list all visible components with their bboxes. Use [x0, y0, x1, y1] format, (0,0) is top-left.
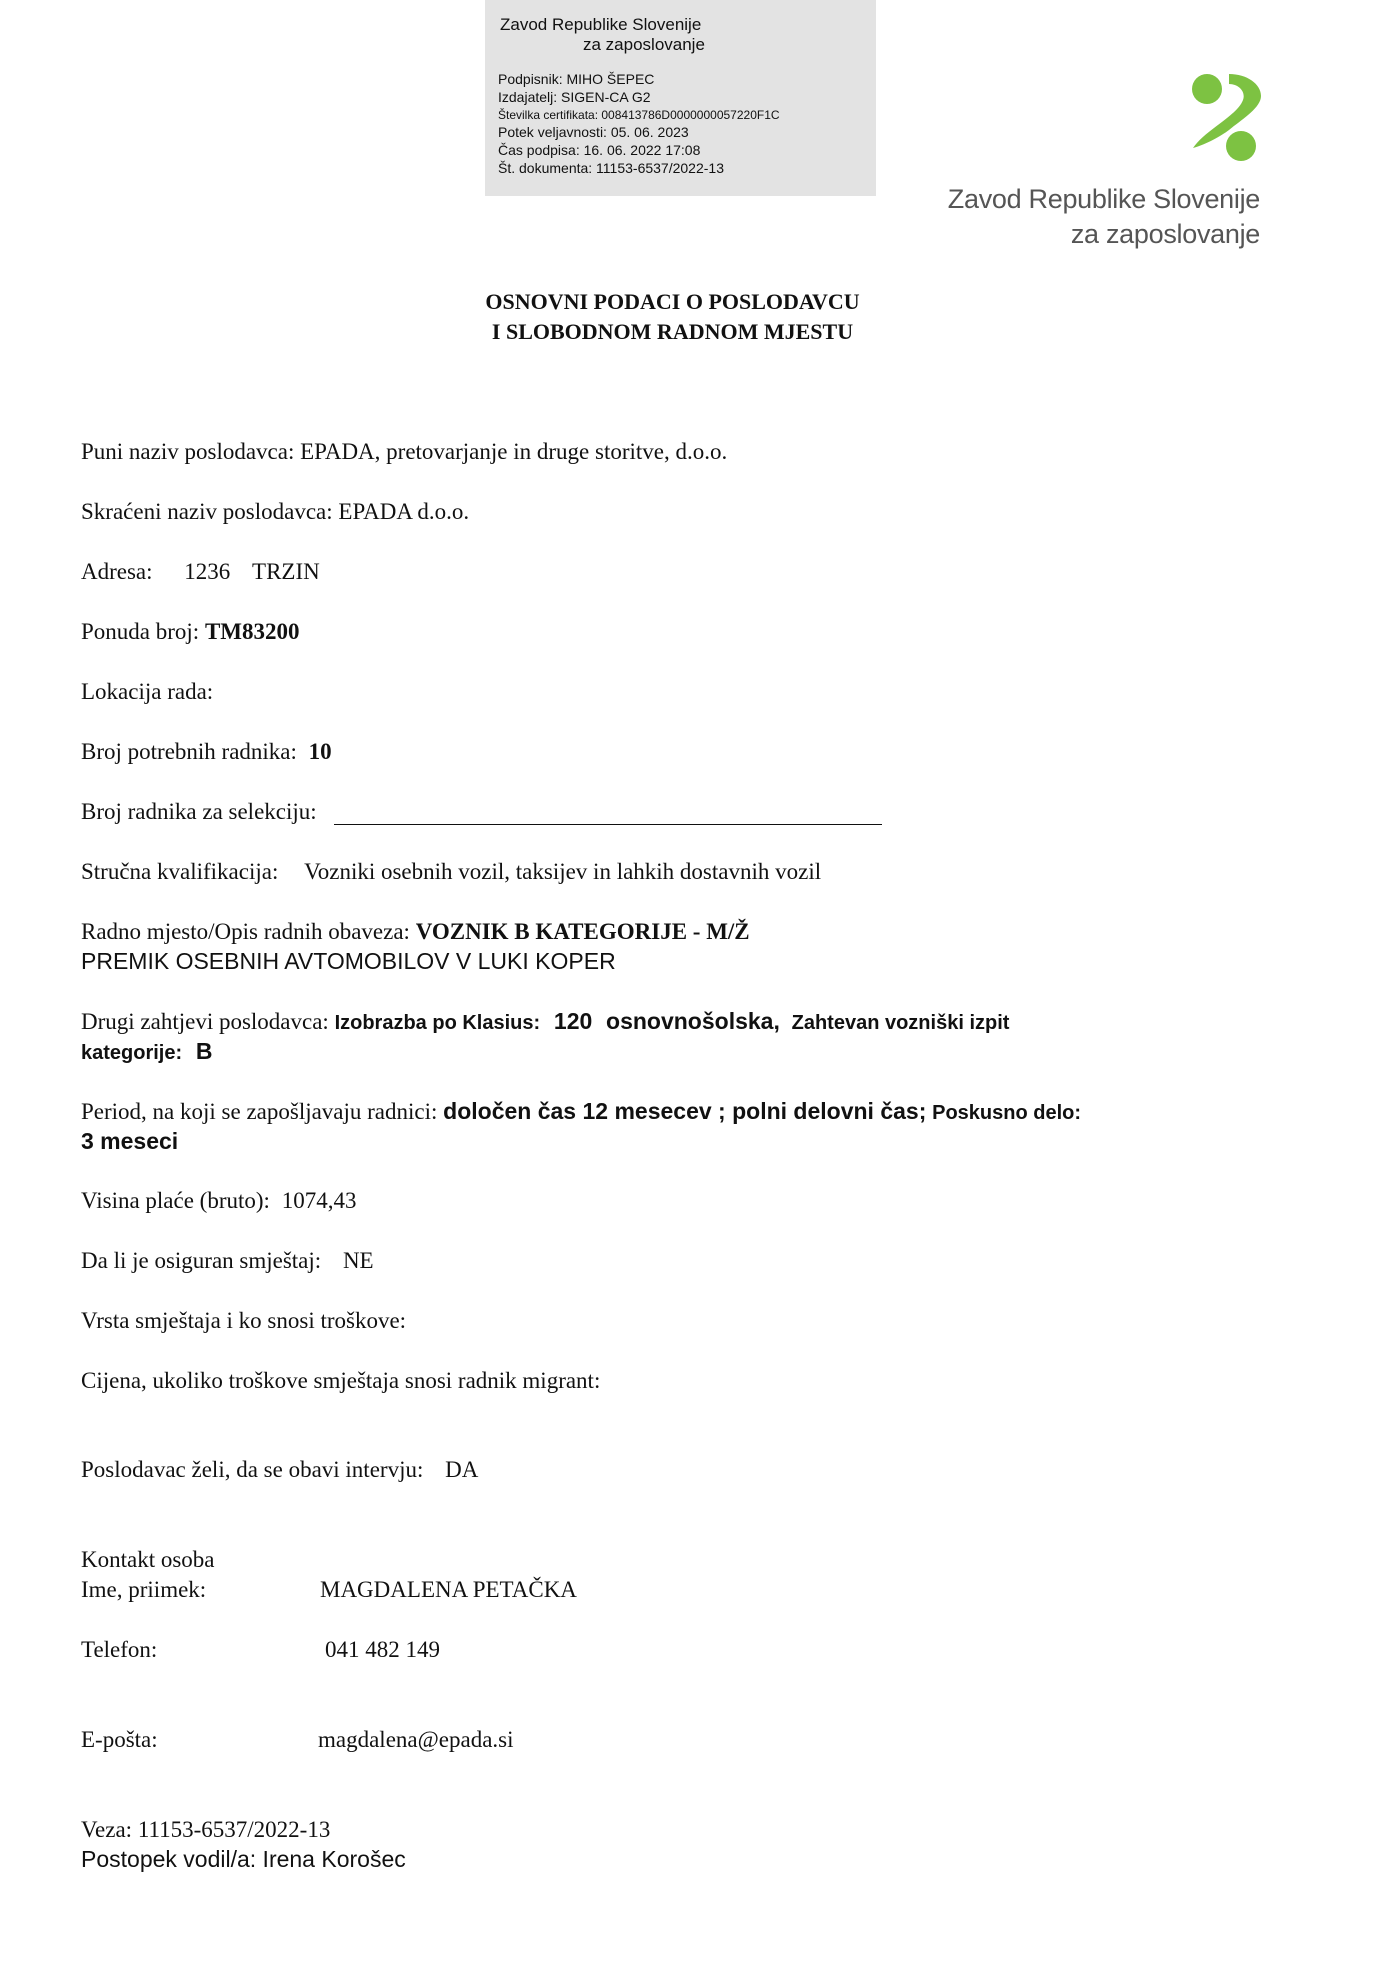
full-name-label: Puni naziv poslodavca:: [81, 439, 295, 464]
workers-selection-blank-line: [334, 800, 882, 825]
row-offer-number: [81, 619, 300, 645]
contact-email-label: E-pošta:: [81, 1727, 158, 1752]
row-housing-type: [81, 1308, 406, 1334]
housing-label: Da li je osiguran smještaj:: [81, 1248, 322, 1273]
row-interview: [81, 1457, 478, 1483]
period-label: Period, na koji se zapošljavaju radnici:: [81, 1099, 438, 1124]
address-label: Adresa:: [81, 559, 153, 584]
row-housing-price: [81, 1368, 600, 1394]
row-housing: [81, 1248, 374, 1274]
contact-phone-value: 041 482 149: [325, 1637, 440, 1662]
signature-valid-until: Potek veljavnosti: 05. 06. 2023: [498, 124, 689, 140]
row-period: [81, 1098, 1081, 1125]
zrss-logo-icon: [1185, 72, 1265, 164]
salary-value: 1074,43: [281, 1188, 357, 1213]
contact-name-value: MAGDALENA PETAČKA: [320, 1577, 577, 1602]
job-description: PREMIK OSEBNIH AVTOMOBILOV V LUKI KOPER: [81, 948, 616, 974]
contact-name-label: Ime, priimek:: [81, 1577, 207, 1602]
period-value: določen čas 12 mesecev ; polni delovni čas;: [443, 1098, 927, 1124]
logo-text-line2: za zaposlovanje: [1070, 219, 1260, 249]
other-req-label: Drugi zahtjevi poslodavca:: [81, 1009, 329, 1034]
short-name-label: Skraćeni naziv poslodavca:: [81, 499, 333, 524]
housing-price-label: Cijena, ukoliko troškove smještaja snosi radnik migrant:: [81, 1368, 601, 1393]
license-label: Zahtevan vozniški izpit: [791, 1012, 1010, 1034]
row-full-name: [81, 439, 727, 465]
edu-label: Izobrazba po Klasius:: [334, 1012, 541, 1034]
signature-signed-at: Čas podpisa: 16. 06. 2022 17:08: [498, 142, 701, 158]
logo-text-line1: Zavod Republike Slovenije: [947, 184, 1260, 214]
row-address: [81, 559, 320, 585]
document-title-line2: I SLOBODNOM RADNOM MJESTU: [491, 319, 854, 344]
qualification-value: Vozniki osebnih vozil, taksijev in lahkih dostavnih vozil: [304, 859, 822, 884]
signature-org-line1: Zavod Republike Slovenije: [500, 15, 702, 34]
edu-code: 120: [553, 1008, 593, 1034]
license-cat-label: kategorije:: [81, 1042, 183, 1064]
signature-cert-number: Številka certifikata: 008413786D0000000057220F1C: [498, 108, 780, 122]
workers-selection-label: Broj radnika za selekciju:: [81, 799, 317, 824]
probation-label: Poskusno delo:: [932, 1102, 1082, 1124]
row-job: [81, 919, 750, 945]
location-label: Lokacija rada:: [81, 679, 214, 704]
signature-org-line2: za zaposlovanje: [583, 35, 705, 54]
row-workers-needed: [81, 739, 332, 765]
housing-type-label: Vrsta smještaja i ko snosi troškove:: [81, 1308, 407, 1333]
interview-value: DA: [445, 1457, 479, 1482]
row-qualification: [81, 859, 821, 885]
edu-value: osnovnošolska,: [606, 1008, 780, 1034]
full-name-value: EPADA, pretovarjanje in druge storitve, d.o.o.: [300, 439, 728, 464]
digital-signature-box: [485, 0, 876, 196]
offer-label: Ponuda broj:: [81, 619, 200, 644]
document-title-line1: OSNOVNI PODACI O POSLODAVCU: [485, 289, 860, 314]
row-short-name: [81, 499, 469, 525]
short-name-value: EPADA d.o.o.: [338, 499, 470, 524]
workers-needed-label: Broj potrebnih radnika:: [81, 739, 297, 764]
address-city: TRZIN: [252, 559, 320, 584]
salary-label: Visina plaće (bruto):: [81, 1188, 270, 1213]
row-workers-selection: [81, 799, 882, 825]
interview-label: Poslodavac želi, da se obavi intervju:: [81, 1457, 424, 1482]
job-value: VOZNIK B KATEGORIJE - M/Ž: [415, 919, 750, 944]
row-location: [81, 679, 213, 705]
job-label: Radno mjesto/Opis radnih obaveza:: [81, 919, 410, 944]
signature-signer: Podpisnik: MIHO ŠEPEC: [498, 71, 655, 87]
footer-reference: Veza: 11153-6537/2022-13: [81, 1817, 331, 1842]
qualification-label: Stručna kvalifikacija:: [81, 859, 279, 884]
row-other-requirements: [81, 1008, 1009, 1035]
address-zip: 1236: [184, 559, 231, 584]
footer-handled-by: Postopek vodil/a: Irena Korošec: [81, 1846, 406, 1872]
signature-doc-number: Št. dokumenta: 11153-6537/2022-13: [498, 160, 724, 176]
workers-needed-value: 10: [308, 739, 332, 764]
row-salary: [81, 1188, 356, 1214]
contact-email-value: magdalena@epada.si: [318, 1727, 514, 1752]
row-license-category: [81, 1038, 213, 1065]
contact-phone-label: Telefon:: [81, 1637, 158, 1662]
probation-value: 3 meseci: [81, 1128, 179, 1154]
contact-heading: Kontakt osoba: [81, 1547, 215, 1572]
housing-value: NE: [342, 1248, 374, 1273]
signature-issuer: Izdajatelj: SIGEN-CA G2: [498, 89, 651, 105]
offer-value: TM83200: [204, 619, 300, 644]
license-cat-value: B: [195, 1038, 213, 1064]
